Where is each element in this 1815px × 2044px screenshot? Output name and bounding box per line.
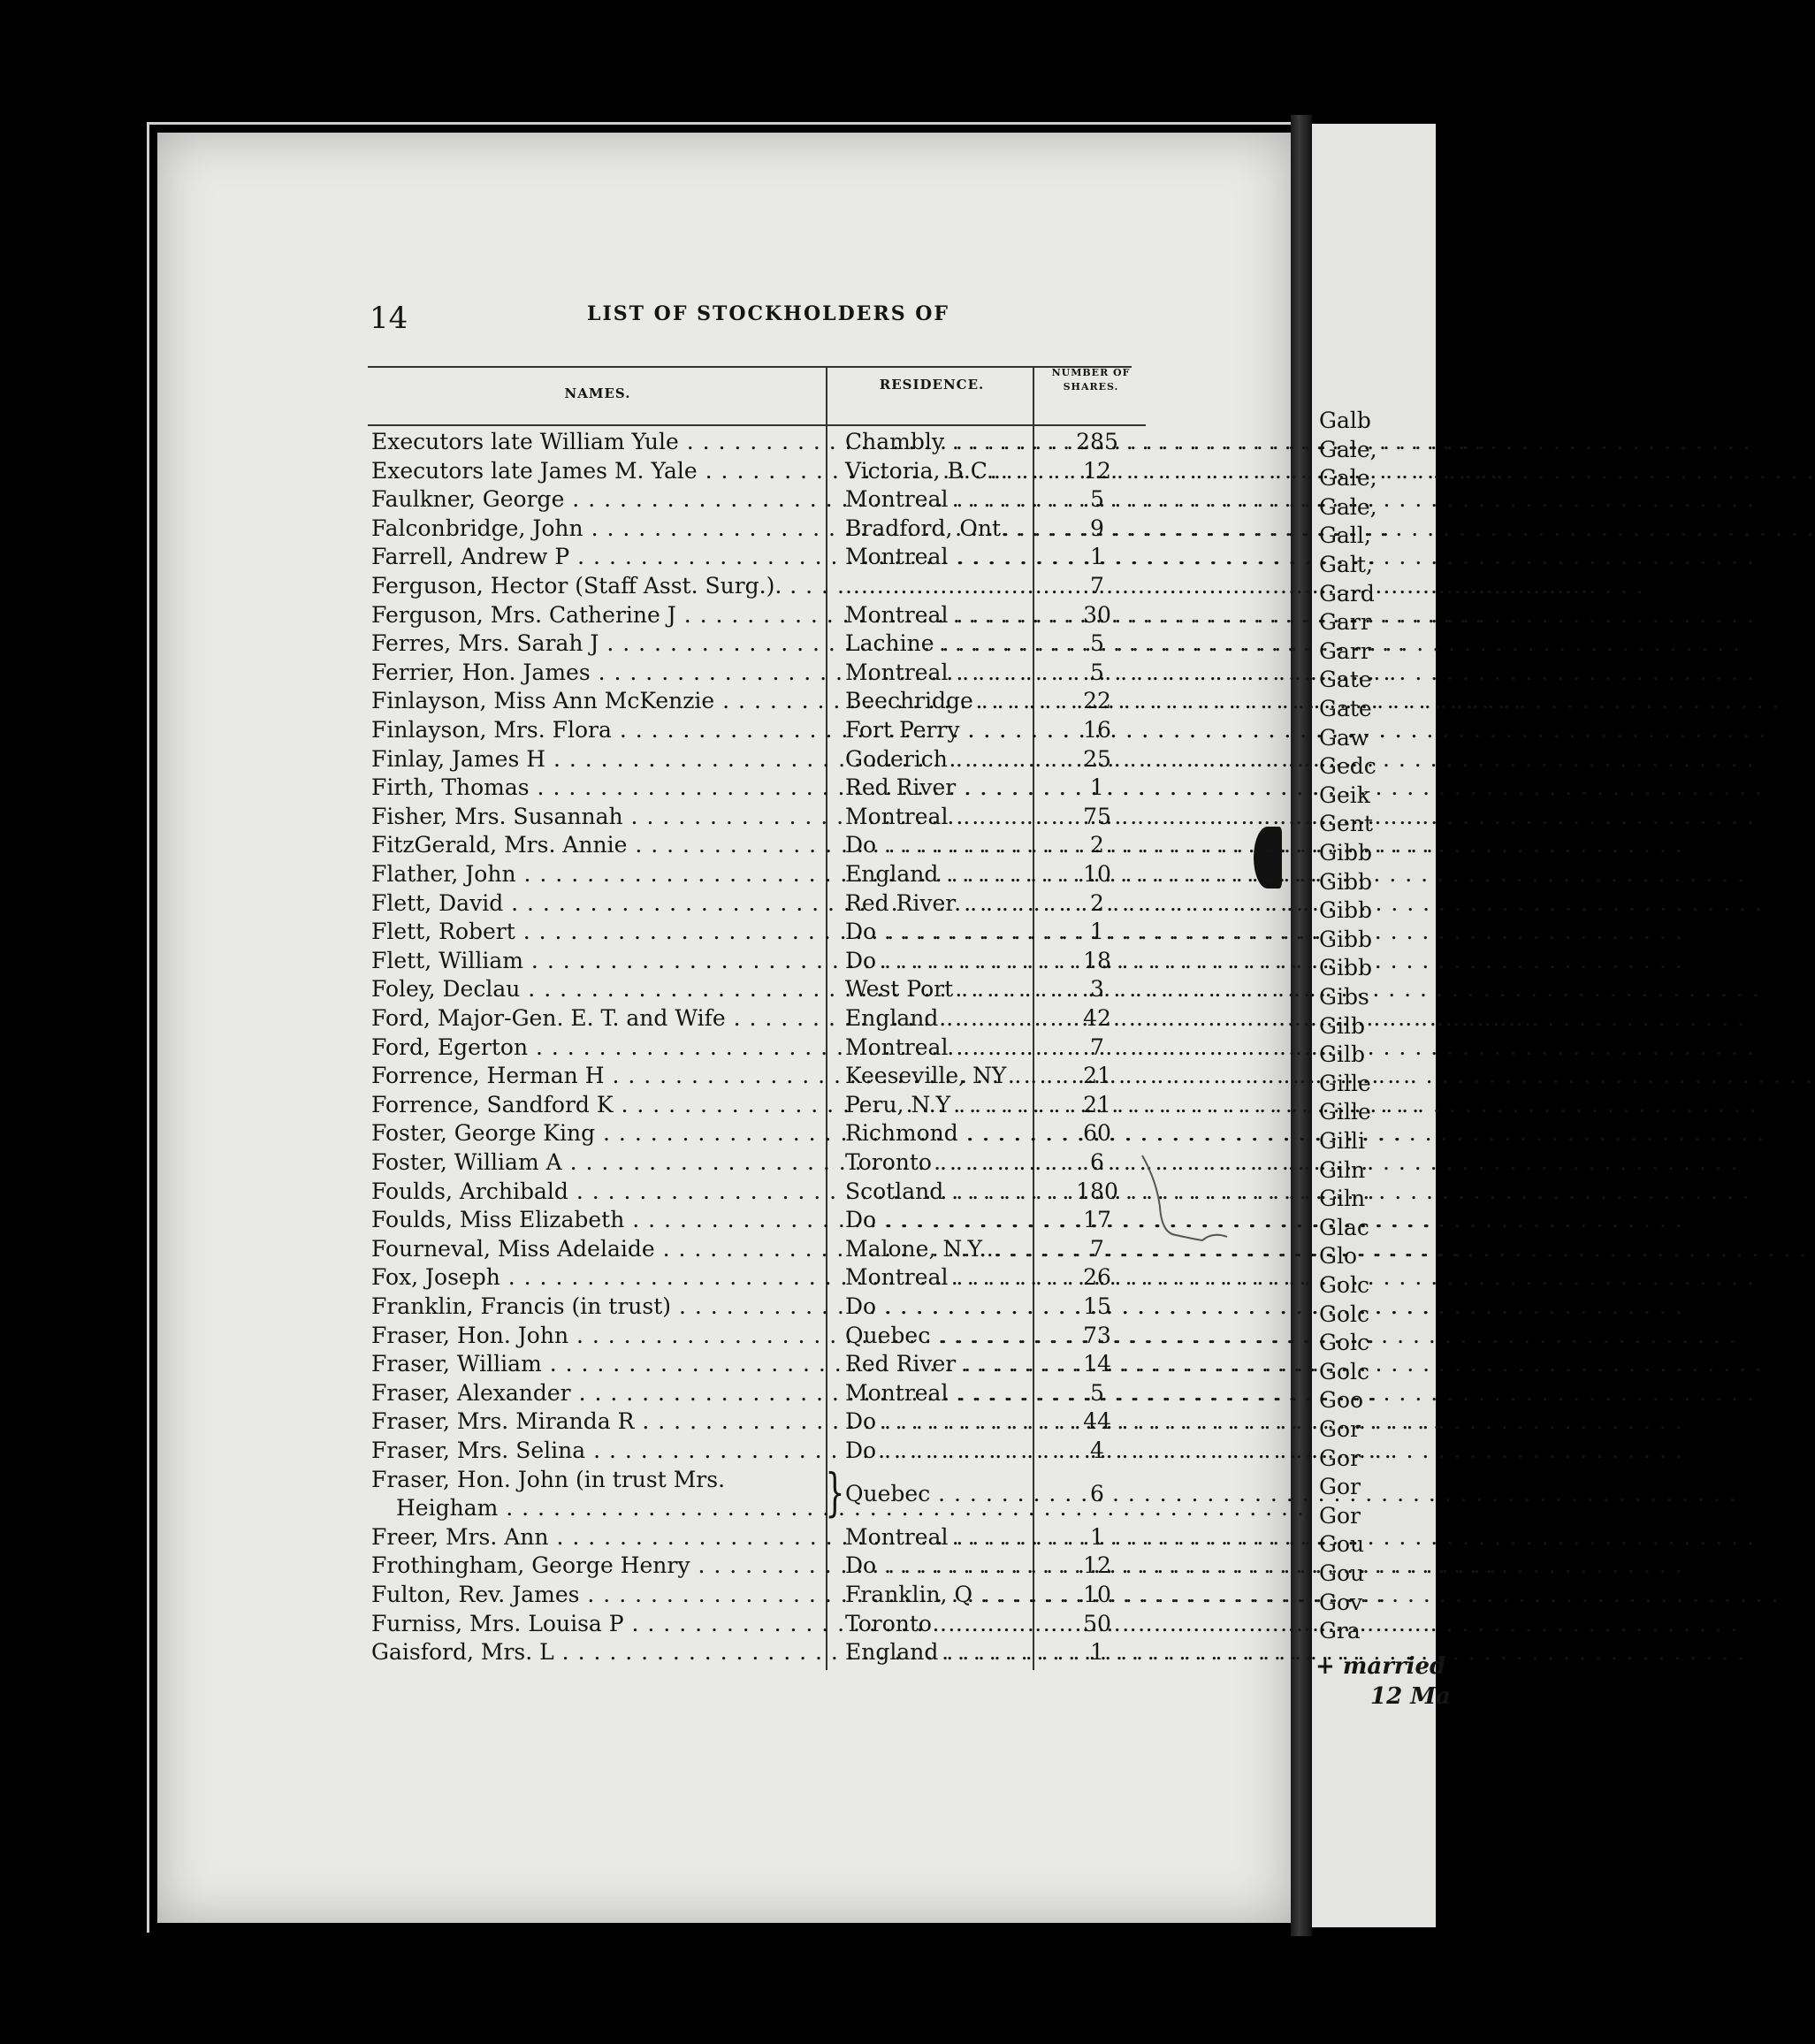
stockholder-residence: Montreal . . . (845, 659, 1049, 687)
brace-mark: } (825, 1461, 845, 1522)
table-row (368, 745, 1146, 774)
facing-page-entry: Gale, (1319, 436, 1377, 462)
stockholder-name: Foulds, Miss Elizabeth . . . (371, 1206, 836, 1234)
stockholder-name: Fraser, William . . . (371, 1350, 836, 1378)
facing-page-entry: Golc (1319, 1330, 1370, 1356)
stockholder-shares: 2 (1090, 889, 1104, 916)
table-row (368, 1148, 1146, 1177)
stockholder-name: Flett, Robert . . . (371, 918, 836, 946)
stockholder-residence: Chambly . . . (845, 428, 1049, 456)
facing-page-entry: Gate (1319, 696, 1372, 721)
stockholder-residence: Do . . . (845, 1407, 1049, 1436)
stockholder-shares: 7 (1090, 573, 1104, 599)
stockholder-residence: Montreal . . . (845, 1523, 1049, 1552)
facing-page-entry: Gilli (1319, 1128, 1365, 1154)
stockholder-shares: 73 (1083, 1322, 1111, 1348)
table-row (368, 457, 1146, 485)
facing-page-entry: Glo (1319, 1243, 1358, 1270)
stockholder-shares: 17 (1083, 1207, 1111, 1233)
stockholder-residence: Toronto . . . (845, 1610, 1049, 1638)
stockholder-residence: Do . . . (845, 1437, 1049, 1465)
stockholder-name: Forrence, Herman H . . . (371, 1062, 836, 1090)
stockholder-shares: 26 (1083, 1264, 1111, 1291)
table-row (368, 601, 1146, 629)
table-row (368, 860, 1146, 889)
facing-page-entry: Gor (1319, 1445, 1361, 1471)
column-header-shares (1038, 366, 1144, 394)
stockholder-name: Finlay, James H . . . (371, 745, 836, 774)
table-row (368, 831, 1146, 859)
table-row (368, 1178, 1146, 1206)
stockholder-shares: 21 (1083, 1063, 1111, 1089)
column-header-residence: RESIDENCE. (879, 377, 985, 393)
stockholder-shares: 12 (1083, 457, 1111, 484)
facing-page-entry: Gale, (1319, 493, 1377, 520)
stockholder-residence: Fort Perry . . . (845, 716, 1049, 744)
stockholder-name: Executors late William Yule . . . (371, 428, 836, 456)
facing-page-entry: Glac (1319, 1214, 1369, 1240)
stockholder-name: Forrence, Sandford K . . . (371, 1091, 836, 1119)
table-row (368, 1407, 1146, 1436)
stockholder-name: Ferrier, Hon. James . . . (371, 659, 836, 687)
stockholder-shares: 7 (1090, 1235, 1104, 1262)
page-header (370, 301, 1165, 336)
stockholder-residence: Do . . . (845, 831, 1049, 859)
stockholder-shares: 10 (1083, 1582, 1111, 1607)
stockholder-shares: 7 (1090, 1033, 1104, 1060)
stockholder-shares: 1 (1090, 1639, 1104, 1666)
facing-page-entry: Giln (1319, 1156, 1366, 1183)
stockholder-residence: Toronto . . . (845, 1148, 1049, 1177)
stockholder-shares: 1 (1090, 774, 1104, 801)
stockholder-residence: Keeseville, NY . . . (845, 1062, 1049, 1090)
stockholder-name: Franklin, Francis (in trust) . . . (371, 1293, 836, 1321)
stockholder-name: Flather, John . . . (371, 860, 836, 889)
table-row (368, 1322, 1146, 1350)
stockholder-residence: Do . . . (845, 1206, 1049, 1234)
stockholder-residence: Malone, N.Y... . . . (845, 1235, 1049, 1263)
stockholder-residence: Montreal . . . (845, 601, 1049, 629)
stockholder-name: FitzGerald, Mrs. Annie . . . (371, 831, 836, 859)
stockholder-shares: 1 (1090, 919, 1104, 945)
facing-page-entry: Gor (1319, 1502, 1361, 1529)
stockholder-shares: 42 (1083, 1005, 1111, 1031)
table-row (368, 1523, 1146, 1552)
stockholder-residence: Do . . . (845, 1552, 1049, 1580)
table-row (368, 1293, 1146, 1321)
facing-page-entry: Gibb (1319, 897, 1372, 924)
facing-page-entry: Galt, (1319, 552, 1373, 577)
stockholder-shares: 1 (1090, 544, 1104, 570)
stockholder-name: Fulton, Rev. James . . . (371, 1581, 836, 1609)
table-row (368, 803, 1146, 831)
table-row (368, 1004, 1146, 1033)
stockholder-shares: 3 (1090, 976, 1104, 1003)
stockholder-name: Faulkner, George . . . (371, 485, 836, 514)
table-row (368, 1350, 1146, 1378)
stockholder-name: Gaisford, Mrs. L . . . (371, 1638, 836, 1666)
stockholder-shares: 16 (1083, 717, 1111, 743)
facing-page-entry: Gibb (1319, 955, 1372, 981)
stockholder-name: Foster, George King . . . (371, 1119, 836, 1148)
facing-page-entry: Gent (1319, 811, 1373, 837)
stockholder-residence: West Port . . . (845, 975, 1049, 1003)
stockholder-residence: Do . . . (845, 1293, 1049, 1321)
stockholder-residence: Scotland . . . (845, 1178, 1049, 1206)
stockholder-name: Fraser, Alexander . . . (371, 1379, 836, 1407)
stockholder-shares: 4 (1090, 1438, 1104, 1463)
facing-page-entry: Gard (1319, 580, 1375, 606)
stockholder-shares: 2 (1090, 832, 1104, 858)
stockholder-name: Freer, Mrs. Ann . . . (371, 1523, 836, 1552)
stockholder-name-line1: Fraser, Hon. John (in trust Mrs. (371, 1466, 726, 1492)
stockholder-residence: Montreal . . . (845, 1379, 1049, 1407)
table-row (368, 1091, 1146, 1119)
stockholder-shares: 6 (1090, 1149, 1104, 1175)
stockholder-name: Fraser, Hon. John . . . (371, 1322, 836, 1350)
stockholder-name: Fourneval, Miss Adelaide . . . (371, 1235, 836, 1263)
table-row (368, 947, 1146, 975)
table-row (368, 485, 1146, 514)
facing-page-entry: Golc (1319, 1358, 1370, 1384)
stockholder-residence: Quebec . . . (845, 1322, 1049, 1350)
table-row (368, 774, 1146, 802)
table-row (368, 629, 1146, 658)
stockholder-name: Executors late James M. Yale . . . (371, 457, 836, 485)
stockholder-shares: 22 (1083, 688, 1111, 714)
facing-page-entry: Gra (1319, 1618, 1361, 1644)
stockholder-name: Farrell, Andrew P . . . (371, 543, 836, 571)
stockholder-shares: 9 (1090, 515, 1104, 541)
stockholder-residence: Do . . . (845, 947, 1049, 975)
facing-page-entry: Galb (1319, 408, 1371, 433)
stockholder-shares: 50 (1083, 1610, 1111, 1636)
stockholder-shares: 75 (1083, 803, 1111, 829)
stockholder-residence: Richmond . . . (845, 1119, 1049, 1148)
facing-page-entry: Gibb (1319, 926, 1372, 952)
stockholder-shares: 44 (1083, 1408, 1111, 1435)
stockholder-residence: Montreal . . . (845, 1263, 1049, 1292)
facing-page-entry: Gou (1319, 1531, 1365, 1558)
table-row (368, 659, 1146, 687)
facing-page-entry: Garr (1319, 637, 1371, 664)
table-row (368, 1033, 1146, 1062)
stockholder-name: Furniss, Mrs. Louisa P . . . (371, 1610, 836, 1638)
stockholder-residence: Quebec . . . (845, 1480, 1049, 1508)
facing-page-entry: Gall, (1319, 522, 1371, 549)
stockholder-residence: Franklin, Q . . . (845, 1581, 1049, 1609)
stockholder-shares: 285 (1076, 429, 1118, 454)
facing-page-entry: Gilb (1319, 1012, 1365, 1039)
stockholder-shares: 1 (1090, 1523, 1104, 1550)
table-top-rule (368, 366, 1132, 368)
stockholder-shares: 5 (1090, 659, 1104, 685)
facing-page-entry: Gor (1319, 1474, 1361, 1500)
facing-page-entry: Geik (1319, 782, 1370, 808)
column-header-shares-line1: NUMBER OF (1051, 367, 1131, 378)
stockholder-residence: Montreal . . . (845, 485, 1049, 514)
facing-page-entry: Gille (1319, 1070, 1371, 1096)
facing-page-entry: Gou (1319, 1560, 1365, 1586)
column-header-shares-line2: SHARES. (1063, 381, 1119, 393)
stockholder-shares: 12 (1083, 1552, 1111, 1579)
facing-page-entry: Gov (1319, 1589, 1363, 1615)
stockholder-residence: Montreal . . . (845, 1033, 1049, 1062)
facing-page-entry: Gibs (1319, 984, 1369, 1010)
facing-page-entry: Gilb (1319, 1041, 1365, 1068)
stockholder-residence: Montreal . . . (845, 803, 1049, 831)
stockholder-name: Ferres, Mrs. Sarah J . . . (371, 629, 836, 658)
stockholder-name-line2: Heigham . . . (396, 1494, 820, 1522)
table-row (368, 1552, 1146, 1580)
stockholder-shares: 30 (1083, 601, 1111, 628)
stockholder-name: Fisher, Mrs. Susannah . . . (371, 803, 836, 831)
table-row (368, 1581, 1146, 1609)
stockholder-name: Ford, Egerton . . . (371, 1033, 836, 1062)
stockholder-shares: 60 (1083, 1120, 1111, 1147)
stockholder-shares: 6 (1090, 1480, 1104, 1506)
pencil-mark (1140, 1154, 1229, 1251)
table-row (368, 1263, 1146, 1292)
stockholder-shares: 15 (1083, 1293, 1111, 1319)
running-title: LIST OF STOCKHOLDERS OF (587, 302, 950, 325)
table-row (368, 1235, 1146, 1263)
table-row (368, 889, 1146, 918)
stockholder-name: Ford, Major-Gen. E. T. and Wife . . . (371, 1004, 836, 1033)
facing-page-entry: Gille (1319, 1099, 1371, 1125)
facing-page-entry: Giln (1319, 1186, 1366, 1212)
header-bottom-rule (368, 424, 1146, 426)
table-row (368, 1062, 1146, 1090)
stockholder-residence: England . . . (845, 1638, 1049, 1666)
table-row (368, 572, 1146, 600)
stockholder-shares: 25 (1083, 745, 1111, 772)
stockholder-shares: 5 (1090, 630, 1104, 657)
stockholder-name: Frothingham, George Henry . . . (371, 1552, 836, 1580)
facing-page-entry: Gate (1319, 667, 1372, 693)
table-row (368, 1119, 1146, 1148)
stockholder-name: Fox, Joseph . . . (371, 1263, 836, 1292)
table-row (368, 1437, 1146, 1465)
stockholder-residence: Peru, N.Y . . . (845, 1091, 1049, 1119)
facing-page-entry: Gor (1319, 1416, 1361, 1442)
facing-page-entry: Gale, (1319, 465, 1377, 492)
stockholder-name: Flett, William . . . (371, 947, 836, 975)
stockholder-name: Finlayson, Miss Ann McKenzie . . . (371, 687, 836, 715)
stockholder-residence (845, 572, 1049, 600)
stockholder-shares: 5 (1090, 486, 1104, 513)
handwritten-note-1: + married (1315, 1653, 1446, 1680)
facing-page-entry: Gibb (1319, 868, 1372, 895)
facing-page-entry: Golc (1319, 1272, 1370, 1298)
page-number: 14 (370, 301, 408, 336)
stockholder-name: Ferguson, Mrs. Catherine J . . . (371, 601, 836, 629)
table-row (368, 543, 1146, 571)
stockholder-residence: Victoria, B.C... . . . (845, 457, 1049, 485)
facing-page-entry: Gibb (1319, 840, 1372, 866)
table-row (368, 1638, 1146, 1666)
stockholder-residence: Red River . . . (845, 889, 1049, 918)
stockholder-residence: England . . . (845, 1004, 1049, 1033)
facing-page-entry: Goo (1319, 1387, 1364, 1414)
table-row (368, 1610, 1146, 1638)
stockholder-shares: 14 (1083, 1351, 1111, 1377)
handwritten-note-2: 12 Ma (1370, 1683, 1451, 1710)
stockholder-residence: Montreal . . . (845, 543, 1049, 571)
stockholder-name: Foster, William A . . . (371, 1148, 836, 1177)
table-row (368, 515, 1146, 543)
facing-page-entry: Golc (1319, 1300, 1370, 1327)
stockholder-name: Flett, David . . . (371, 889, 836, 918)
stockholder-residence: Red River . . . (845, 774, 1049, 802)
stockholder-name: Finlayson, Mrs. Flora . . . (371, 716, 836, 744)
table-row (368, 716, 1146, 744)
stockholder-residence: Red River . . . (845, 1350, 1049, 1378)
stockholder-residence: Beechridge . . . (845, 687, 1049, 715)
stockholder-shares: 21 (1083, 1091, 1111, 1117)
table-row (368, 1206, 1146, 1234)
stockholder-name: Fraser, Mrs. Selina . . . (371, 1437, 836, 1465)
table-row (368, 1379, 1146, 1407)
stockholder-residence: Goderich . . . (845, 745, 1049, 774)
stockholder-shares: 10 (1083, 861, 1111, 887)
stockholder-shares: 180 (1076, 1178, 1118, 1204)
table-row-multiline (368, 1461, 1146, 1523)
stockholder-name: Foulds, Archibald . . . (371, 1178, 836, 1206)
column-header-names: NAMES. (564, 385, 631, 401)
stockholder-residence: England . . . (845, 860, 1049, 889)
stockholder-shares: 18 (1083, 947, 1111, 973)
stockholder-name: Falconbridge, John . . . (371, 515, 836, 543)
table-row (368, 975, 1146, 1003)
stockholder-shares: 5 (1090, 1379, 1104, 1406)
stockholder-name: Foley, Declau . . . (371, 975, 836, 1003)
table-row (368, 687, 1146, 715)
facing-page-entry: Garr (1319, 609, 1371, 636)
facing-page-entry: Gedc (1319, 753, 1377, 780)
stockholder-residence: Bradford, Ont. . . . (845, 515, 1049, 543)
facing-page-entry: Gaw (1319, 724, 1369, 751)
stockholder-residence: Lachine . . . (845, 629, 1049, 658)
table-row (368, 918, 1146, 946)
stockholder-name: Fraser, Mrs. Miranda R . . . (371, 1407, 836, 1436)
stockholder-name: Firth, Thomas . . . (371, 774, 836, 802)
table-row (368, 428, 1146, 456)
stockholder-residence: Do . . . (845, 918, 1049, 946)
stockholder-name: Ferguson, Hector (Staff Asst. Surg.). . . . (371, 572, 836, 600)
